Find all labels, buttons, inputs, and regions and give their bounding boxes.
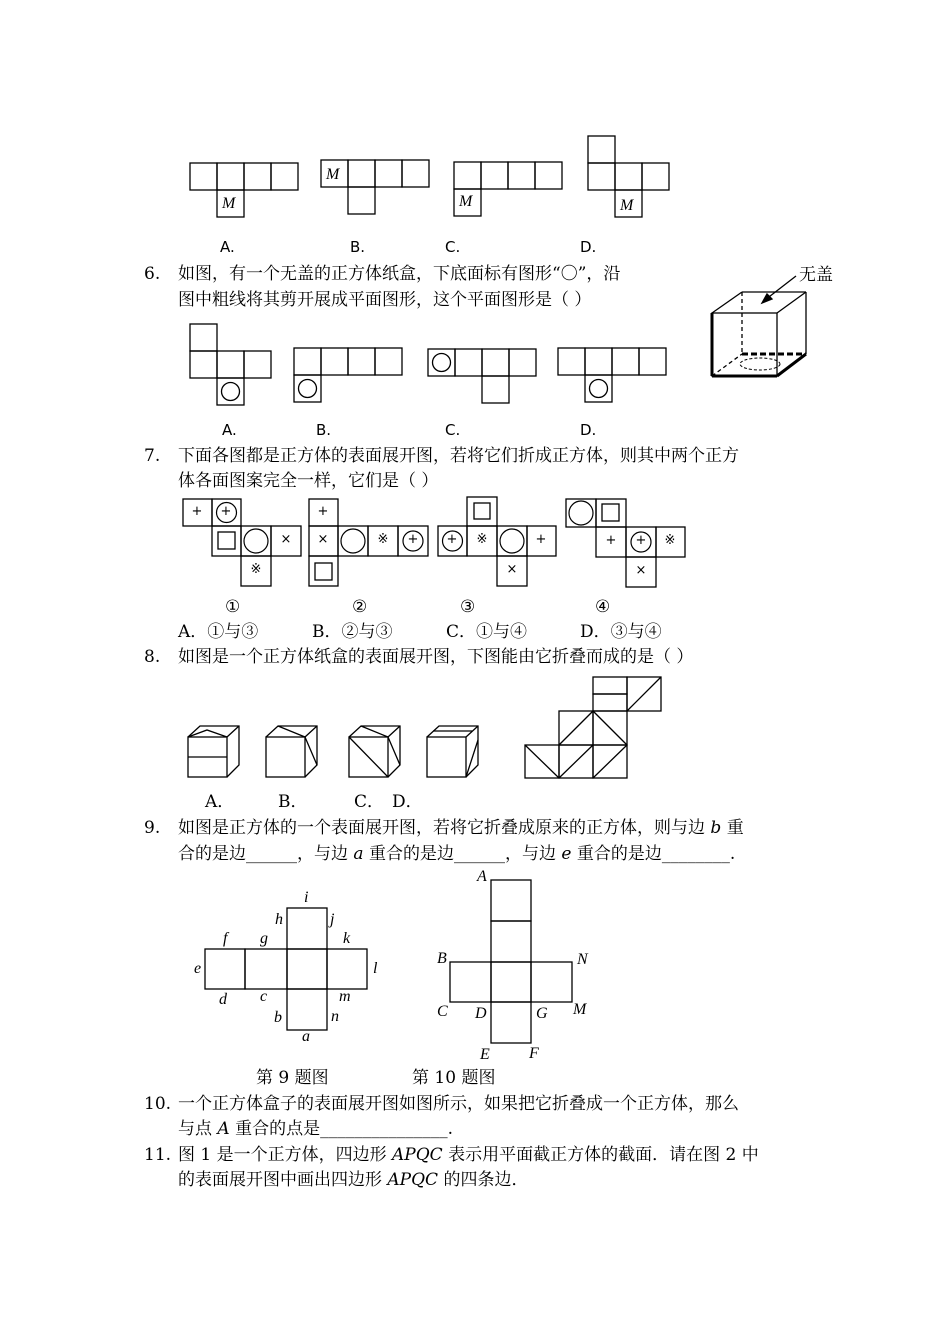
q6-label-a: A. xyxy=(222,421,237,439)
open-cube-box xyxy=(712,276,806,376)
edge-label: g xyxy=(260,930,268,947)
ref-symbol: ※ xyxy=(377,532,389,547)
q9-text-line1: 如图是正方体的一个表面展开图，若将它折叠成原来的正方体，则与边 b 重 xyxy=(178,818,744,838)
q10-text-line2: 与点 A 重合的点是_______________. xyxy=(178,1119,453,1139)
plus-symbol: + xyxy=(605,533,617,548)
q6-option-a-net xyxy=(190,324,271,405)
q5-label-b: B. xyxy=(350,238,366,256)
q8-cube-c xyxy=(349,726,400,777)
q5-b-mark: M xyxy=(326,166,340,183)
q11-text-line2: 的表面展开图中画出四边形 APQC 的四条边． xyxy=(178,1170,529,1190)
q5-option-a-net xyxy=(190,163,298,217)
q7-fig-1: ① xyxy=(225,597,241,617)
ref-symbol: ※ xyxy=(250,562,262,577)
point-label: G xyxy=(536,1005,548,1022)
edge-label: c xyxy=(260,988,268,1005)
q10-text-line1: 一个正方体盒子的表面展开图如图所示，如果把它折叠成一个正方体，那么 xyxy=(178,1094,739,1114)
edge-label: h xyxy=(275,911,283,928)
ref-symbol: ※ xyxy=(476,532,488,547)
q6-option-b-net xyxy=(294,348,402,402)
q7-number: 7. xyxy=(144,446,161,466)
q7-fig-2: ② xyxy=(352,597,368,617)
q6-label-b: B. xyxy=(316,421,332,439)
edge-label: f xyxy=(223,930,228,947)
point-label: D xyxy=(475,1005,487,1022)
plus-symbol: + xyxy=(446,532,458,547)
q11-number: 11. xyxy=(144,1145,172,1165)
q9-net xyxy=(205,908,367,1030)
plus-symbol: + xyxy=(635,533,647,548)
q8-net xyxy=(525,677,661,778)
q7-option-a: A．①与③ xyxy=(178,622,259,642)
q10-number: 10. xyxy=(144,1094,172,1114)
edge-label: k xyxy=(343,930,351,947)
edge-label: i xyxy=(304,889,309,906)
plus-symbol: + xyxy=(407,532,419,547)
cross-symbol: × xyxy=(506,562,518,577)
q9-number: 9. xyxy=(144,818,161,838)
q8-text: 如图是一个正方体纸盒的表面展开图，下图能由它折叠而成的是（ ） xyxy=(178,647,694,667)
edge-label: d xyxy=(219,991,227,1008)
cross-symbol: × xyxy=(635,563,647,578)
q9-text-line2: 合的是边______，与边 a 重合的是边______，与边 e 重合的是边________. xyxy=(178,844,736,864)
ref-symbol: ※ xyxy=(664,533,676,548)
q8-option-a: A． xyxy=(205,792,235,812)
q7-text-line2: 体各面图案完全一样，它们是（ ） xyxy=(178,471,439,491)
q5-label-c: C. xyxy=(445,238,461,256)
edge-label: l xyxy=(373,960,378,977)
q9-caption: 第 9 题图 xyxy=(256,1068,329,1088)
q6-box-label: 无盖 xyxy=(799,265,833,285)
edge-label: j xyxy=(330,911,335,928)
cross-symbol: × xyxy=(280,532,292,547)
plus-symbol: + xyxy=(191,504,203,519)
q5-a-mark: M xyxy=(222,195,236,212)
q8-option-d: D． xyxy=(392,792,423,812)
q6-option-c-net xyxy=(428,349,536,403)
q5-label-d: D. xyxy=(580,238,597,256)
point-label: B xyxy=(437,950,447,967)
q10-net xyxy=(450,880,572,1043)
q6-option-d-net xyxy=(558,348,666,402)
q6-label-c: C. xyxy=(445,421,461,439)
plus-symbol: + xyxy=(535,532,547,547)
q8-option-b: B． xyxy=(278,792,308,812)
edge-label: n xyxy=(331,1008,339,1025)
cross-symbol: × xyxy=(317,532,329,547)
q8-option-c: C． xyxy=(354,792,385,812)
point-label: F xyxy=(529,1045,539,1062)
edge-label: b xyxy=(274,1009,282,1026)
edge-label: m xyxy=(339,988,351,1005)
point-label: A xyxy=(477,868,487,885)
q8-cube-a xyxy=(188,726,239,777)
q7-option-c: C．①与④ xyxy=(446,622,528,642)
q7-option-d: D．③与④ xyxy=(580,622,662,642)
edge-label: e xyxy=(194,960,202,977)
q5-d-mark: M xyxy=(620,197,634,214)
q7-fig-3: ③ xyxy=(460,597,476,617)
edge-label: a xyxy=(302,1028,310,1045)
point-label: C xyxy=(437,1003,448,1020)
q8-cube-d xyxy=(427,726,478,777)
q6-text-line1: 如图，有一个无盖的正方体纸盒，下底面标有图形“〇”，沿 xyxy=(178,264,621,284)
q10-caption: 第 10 题图 xyxy=(412,1068,496,1088)
q5-c-mark: M xyxy=(459,193,473,210)
q6-label-d: D. xyxy=(580,421,597,439)
q8-number: 8. xyxy=(144,647,161,667)
q6-number: 6. xyxy=(144,264,161,284)
point-label: M xyxy=(573,1001,587,1018)
q11-text-line1: 图 1 是一个正方体，四边形 APQC 表示用平面截正方体的截面．请在图 2 中 xyxy=(178,1145,759,1165)
q5-label-a: A. xyxy=(220,238,235,256)
point-label: E xyxy=(480,1046,490,1063)
q7-text-line1: 下面各图都是正方体的表面展开图，若将它们折成正方体，则其中两个正方 xyxy=(178,446,739,466)
q7-option-b: B．②与③ xyxy=(312,622,393,642)
plus-symbol: + xyxy=(220,504,232,519)
q7-fig-4: ④ xyxy=(595,597,611,617)
q6-text-line2: 图中粗线将其剪开展成平面图形，这个平面图形是（ ） xyxy=(178,290,592,310)
q8-cube-b xyxy=(266,726,317,777)
point-label: N xyxy=(577,951,588,968)
plus-symbol: + xyxy=(317,504,329,519)
